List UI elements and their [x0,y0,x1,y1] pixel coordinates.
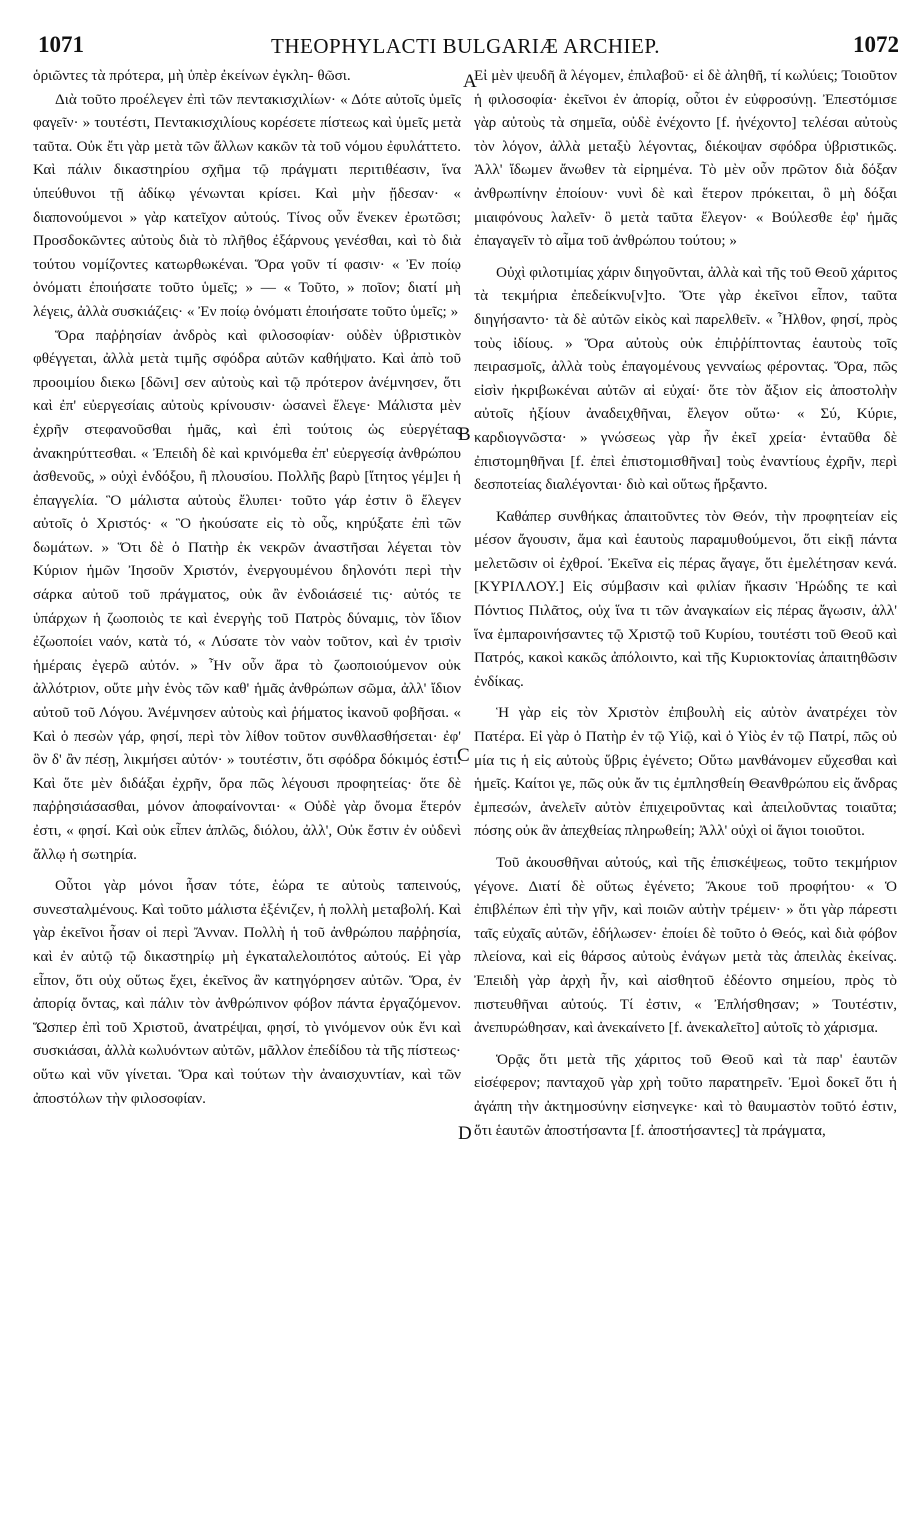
paragraph: ὁριῶντες τὰ πρότερα, μὴ ὑπὲρ ἐκείνων ἐγκλη- θῶσι. [33,67,351,84]
paragraph: Οὐχὶ φιλοτιμίας χάριν διηγοῦνται, ἀλλὰ καὶ τῆς τοῦ Θεοῦ χάριτος τὰ τεκμήρια ἐπεδείκνυ[ν]το. Ὅτε γὰρ ἐκεῖνοι εἶπον, ταῦτα διηγήσαντο· τὰ δὲ αὐτῶν εἰκὸς καὶ παρελθεῖν. « Ἦλθον, φησί, πρὸς τοὺς ἰδίους. » Ὅρα αὐτοὺς οὐκ ἐπιῤῥίπτοντας ἑαυτοὺς τοῖς πειρασμοῖς, ἀλλὰ τοὺς ἐπαγομένους γενναίως φέροντας. Ὅρα, πῶς εἰσὶν ἠκριβωκέναι αὐτῶν αἱ εὐχαί· ὅτε τὸν ἄξιον εἰς ἀποστολὴν αὐτοῖς ἠξίουν ἀναδειχθῆναι, ἔλεγον οὕτω· « Σύ, Κύριε, καρδιογνῶστα· » γνώσεως γὰρ ἦν ἐκεῖ χρεία· ἐνταῦθα δὲ ἐπιστομηθῆναι [f. ἐπεὶ ἐπιστομισθῆναι] τοὺς ἐναντίους ἐχρῆν, περὶ δεσποτείας διαλέγονται· διὸ καὶ οὕτως ἤρξαντο. [474,263,897,494]
paragraph: Ἡ γὰρ εἰς τὸν Χριστὸν ἐπιβουλὴ εἰς αὐτὸν ἀνατρέχει τὸν Πατέρα. Εἰ γὰρ ὁ Πατὴρ ἐν τῷ Υἱῷ, καὶ ὁ Υἱὸς ἐν τῷ Πατρί, πῶς οὐ μία τις ἡ εἰς αὐτοὺς ὕβρις ἐγένετο; Οὕτω μανθάνομεν εὔχεσθαι καὶ ἡμεῖς. Καίτοι γε, πῶς οὐκ ἄν τις ἐμπλησθείη Θεανθρώπου εἰς ἄνδρας ἐμπεσών, ἀνελεῖν αὐτὸν ἐπιχειροῦντας καὶ ἀπειλοῦντας τοιαῦτα; πόσης οὐκ ἂν ἀπεχθείας πληρωθείη; Ἀλλ' οὐχὶ οἱ ἅγιοι τοιοῦτοι. [474,704,897,840]
running-title: THEOPHYLACTI BULGARIÆ ARCHIEP. [271,34,660,58]
margin-marker-b: B [458,424,471,445]
margin-marker-c: C [457,745,470,766]
page-number-right: 1072 [853,32,899,57]
margin-marker-d: D [458,1123,472,1144]
left-column [33,64,461,1110]
page-number-left: 1071 [38,32,84,57]
paragraph: Τοῦ ἀκουσθῆναι αὐτούς, καὶ τῆς ἐπισκέψεως, τοῦτο τεκμήριον γέγονε. Διατί δὲ οὕτως ἐγένετο; Ἄκουε τοῦ προφήτου· « Ὁ ἐπιβλέπων ἐπὶ τὴν γῆν, καὶ ποιῶν αὐτὴν τρέμειν· » ὅτι γὰρ πάρεστι ταῖς εὐχαῖς αὐτῶν, ἐδήλωσεν· ἐποίει δὲ τοῦτο ὁ Θεός, καὶ διὰ φόβον πλείονα, καὶ εἰς θάρσος αὐτοὺς ἐνάγων μετὰ τὰς ἀπειλὰς ἐκείνας. Ἐπειδὴ γὰρ ἀρχὴ ἦν, καὶ αἰσθητοῦ ἐδέοντο σημείου, πρὸς τὸ πιστευθῆναι αὐτούς. Τί ἐστιν, « Ἐπλήσθησαν; » Τουτέστιν, ἀνεπυρώθησαν, καὶ ἀνεκαίνετο [f. ἀνεκαλεῖτο] αὐτοῖς τὸ χάρισμα. [474,854,897,1037]
paragraph: Ὁρᾷς ὅτι μετὰ τῆς χάριτος τοῦ Θεοῦ καὶ τὰ παρ' ἑαυτῶν εἰσέφερον; πανταχοῦ γὰρ χρὴ τοῦτο παρατηρεῖν. Ἐμοὶ δοκεῖ ὅτι ἡ ἀγάπη τὴν ἀκτημοσύνην εἰσηνεγκε· καὶ τὸ θαυμαστὸν τοῦτό ἐστιν, ὅτι ἑαυτῶν ἀποστήσαντα [f. ἀποστήσαντες] τὰ πράγματα, [474,1050,897,1139]
right-column [474,64,897,1142]
margin-marker-a: A [463,71,477,92]
paragraph: Διὰ τοῦτο προέλεγεν ἐπὶ τῶν πεντακισχιλίων· « Δότε αὐτοῖς ὑμεῖς φαγεῖν· » τουτέστι, Πεντακισχιλίους κορέσετε πίστεως καὶ ὑμεῖς μετὰ ταῦτα. Οὐκ ἔτι γὰρ μετὰ τῶν ἄλλων κακῶν τὰ τοῦ νόμου ἐφυλάττετο. Καὶ πάλιν δικαστηρίου σχῆμα τῷ πράγματι περιτιθέασιν, ἵνα ὑπεύθυνοι τῇ ἀδίκῳ γένωνται κρίσει. Καὶ μὴν ᾔδεσαν· « διαπονούμενοι » γὰρ κατεῖχον αὐτούς. Τίνος οὖν ἕνεκεν ἐρωτῶσι; Προσδοκῶντες αὐτοὺς διὰ τὸ πλῆθος ἐξάρνους γενέσθαι, καὶ τὸ διὰ τούτου νομίζοντες κατωρθωκέναι. Ὅρα γοῦν τί φασιν· « Ἐν ποίῳ ὀνόματι ἐποιήσατε τοῦτο ὑμεῖς; » — « Τοῦτο, » ποῖον; διατί μὴ λέγεις, ἀλλὰ συσκιάζεις· « Ἐν ποίῳ ὀνόματι ἐποιήσατε τοῦτο ὑμεῖς; » [33,90,461,320]
page-header [30,32,901,62]
paragraph: Οὗτοι γὰρ μόνοι ἦσαν τότε, ἑώρα τε αὐτοὺς ταπεινούς, συνεσταλμένους. Καὶ τοῦτο μάλιστα ἐξένιζεν, ἡ πολλὴ μεταβολή. Καὶ γὰρ ἐκεῖνοι ἦσαν οἱ περὶ Ἄνναν. Πολλὴ ἡ τοῦ ἀνθρώπου παῤῥησία, καὶ ἐν αὐτῷ τῷ δικαστηρίῳ μὴ ἐγκαταλελοιπότος αὐτούς. Εἰ γὰρ εἶπον, ὅτι οὐχ οὕτως ἔχει, ἐκεῖνος ἂν κατηγόρησεν αὐτῶν. Ὅρα, ἐν ἀπορίᾳ ὄντας, καὶ πάλιν τὸν ἀνθρώπινον φόβον πάντα ἐργαζόμενον. Ὥσπερ ἐπὶ τοῦ Χριστοῦ, ἀνατρέψαι, φησί, τὸ γινόμενον οὐκ ἔνι καὶ συσκιάσαι, ἀλλὰ κωλυόντων αὐτῶν, μᾶλλον ἐπεδίδου τὰ τῆς πίστεως· οὕτω καὶ νῦν γίνεται. Ὅρα καὶ τούτων τὴν ἀναισχυντίαν, καὶ τῶν ἀποστόλων τὴν φιλοσοφίαν. [33,877,461,1107]
paragraph: Ὅρα παῤῥησίαν ἀνδρὸς καὶ φιλοσοφίαν· οὐδὲν ὑβριστικὸν φθέγγεται, ἀλλὰ μετὰ τιμῆς σφόδρα αὐτῶν καθήψατο. Καὶ ἀπὸ τοῦ προοιμίου διεκω [δῶνι] σεν αὐτοὺς καὶ τῷ πρότερον ἀνέμνησεν, ὅτι καὶ ἐπ' εὐεργεσίαις αὐτοὺς κρίνουσιν· ὡσανεὶ ἔλεγε· Μάλιστα μὲν ἐχρῆν στεφανοῦσθαι ἡμᾶς, καὶ ἐπὶ τούτοις ὡς εὐεργέτας ἀνακηρύττεσθαι. « Ἐπειδὴ δὲ καὶ κρινόμεθα ἐπ' εὐεργεσίᾳ ἀνθρώπου ἀσθενοῦς, » οὐχὶ ἐνδόξου, ἢ πλουσίου. Πολλῆς βαρὺ [ἴτητος γέμ]ει ἡ ἐπαγγελία. Ὃ μάλιστα αὐτοὺς ἔλυπει· τοῦτο γάρ ἐστιν ὃ ἔλεγεν αὐτοῖς ὁ Χριστός· « Ὃ ἠκούσατε εἰς τὸ οὖς, κηρύξατε ἐπὶ τῶν δωμάτων. » Ὅτι δὲ ὁ Πατὴρ ἐκ νεκρῶν ἀναστῆσαι λέγεται τὸν Κύριον ἡμῶν Ἰησοῦν Χριστόν, ἐνεργουμένου δηλονότι περὶ τὴν σάρκα αὐτοῦ τοῦ πράγματος, οὐκ ἂν ἐνδοιάσειέ τις· αὐτός τε ὑπάρχων ἡ ζωοποιὸς τε καὶ ἐνεργὴς τοῦ Πατρὸς δύναμις, τὸν ἴδιον ἐζωοποίει ναόν, κατὰ τό, « Λύσατε τὸν ναὸν τοῦτον, καὶ ἐν τρισὶν ἡμέραις ἐγερῶ αὐτόν. » Ἦν οὖν ἄρα τὸ ζωοποιούμενον οὐκ ἀλλότριον, οὔτε μὴν ἑνὸς τῶν καθ' ἡμᾶς ἀνθρώπων σῶμα, ἀλλ' ἴδιον αὐτοῦ τοῦ Λόγου. Ἀνέμνησεν αὐτοὺς καὶ ῥήματος ἱκανοῦ φοβῆσαι. « Καὶ ὁ πεσὼν γάρ, φησί, περὶ τὸν λίθον τοῦτον συνθλασθήσεται· ἐφ' ὃν δ' ἂν πέσῃ, λικμήσει αὐτόν· » τουτέστιν, ὅτι σφόδρα δόκιμός ἐστι. Καὶ ὅτε μὲν διδάξαι ἐχρῆν, ὅρα πῶς λέγουσι προφητείας· ὅτε δὲ παῤῥησιάσασθαι, μόνον ἀποφαίνονται· « Οὐδὲ γὰρ ὄνομα ἕτερόν ἐστι, « φησί. Καὶ οὐκ εἶπεν ἁπλῶς, διόλου, ἀλλ', Οὐκ ἔστιν ἐν οὐδενὶ ἄλλῳ ἡ σωτηρία. [33,326,461,863]
paragraph: Καθάπερ συνθήκας ἀπαιτοῦντες τὸν Θεόν, τὴν προφητείαν εἰς μέσον ἄγουσιν, ἅμα καὶ ἑαυτοὺς παραμυθούμενοι, ὅτι εἰκῇ πάντα μελετῶσιν οἱ ἐχθροί. Ἐκεῖνα εἰς πέρας ἄγαγε, ὅτι ἐμελέτησαν κενά. [ΚΥΡΙΛΛΟΥ.] Εἰς σύμβασιν καὶ φιλίαν ἥκασιν Ἡρώδης τε καὶ Πόντιος Πιλᾶτος, οὐχ ἵνα τι τῶν ἀναγκαίων εἰς πέρας ἄγωσιν, ἀλλ' ἵνα ἐμπαροινήσαντες τῷ Χριστῷ τοῦ Κυρίου, τουτέστι τοῦ Θεοῦ καὶ Πατρός, κακοὶ κακῶς ἀπόλοιντο, καὶ τῆς Κυριοκτονίας ἀπαιτηθῶσιν ἐνδίκας. [474,507,897,690]
paragraph: Εἰ μὲν ψευδῆ ἃ λέγομεν, ἐπιλαβοῦ· εἰ δὲ ἀληθῆ, τί κωλύεις; Τοιοῦτον ἡ φιλοσοφία· ἐκεῖνοι ἐν ἀπορίᾳ, οὗτοι ἐν εὐφροσύνῃ. Ἐπεστόμισε γὰρ αὐτοὺς τὰ σημεῖα, οὐδὲ ἐνέχοντο [f. ἠνέχοντο] τελέσαι αὐτοὺς τὸν λόγον, ἀλλὰ μεταξὺ λέγοντας, διέκοψαν σφόδρα ὑβριστικῶς. Ἀλλ' ἴδωμεν ἄνωθεν τὰ εἰρημένα. Τὸ μὲν οὖν πρῶτον διὰ δόξαν ἀνθρωπίνην ἐποίουν· νυνὶ δὲ καὶ ἕτερον πρόκειται, ὃ μὴ δόξαι μιαιφόνους λαλεῖν· ὃ μετὰ ταῦτα ἔλεγον· « Βούλεσθε ἐφ' ἡμᾶς ἐπαγαγεῖν τὸ αἷμα τοῦ ἀνθρώπου τούτου; » [474,67,897,250]
